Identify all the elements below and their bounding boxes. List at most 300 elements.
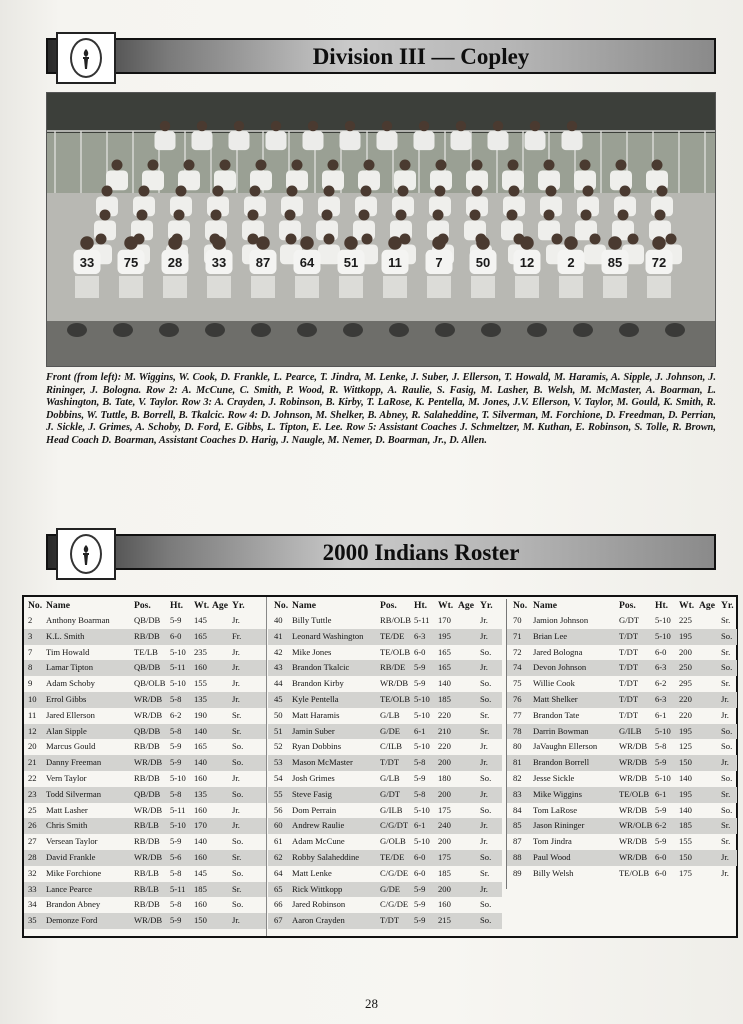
roster-cell-no: 41: [274, 630, 283, 641]
roster-row: [268, 897, 502, 913]
roster-cell-ht: 5-11: [170, 662, 186, 673]
roster-row: [268, 771, 502, 787]
roster-cell-yr: Jr.: [232, 615, 240, 625]
column-header-wt: Wt.: [679, 600, 695, 611]
roster-cell-ht: 5-10: [170, 678, 186, 689]
roster-column: [24, 599, 266, 929]
roster-cell-wt: 160: [194, 662, 207, 673]
roster-cell-wt: 185: [679, 820, 692, 831]
roster-cell-pos: RB/DB: [134, 630, 160, 641]
roster-cell-name: Vern Taylor: [46, 772, 87, 783]
roster-cell-ht: 6-3: [655, 693, 667, 704]
roster-cell-wt: 160: [194, 899, 207, 910]
roster-cell-pos: WR/DB: [619, 772, 648, 783]
helmet-icon: [297, 323, 317, 337]
roster-cell-ht: 6-2: [655, 678, 667, 689]
roster-cell-pos: T/DT: [619, 630, 639, 641]
roster-cell-yr: Sr.: [232, 851, 242, 862]
roster-cell-wt: 200: [438, 757, 451, 768]
roster-cell-yr: Jr.: [721, 867, 729, 878]
roster-cell-pos: T/DT: [619, 693, 639, 704]
roster-cell-ht: 5-9: [170, 741, 182, 752]
roster-cell-ht: 6-1: [414, 725, 426, 736]
roster-cell-wt: 200: [679, 646, 692, 657]
roster-row: [507, 771, 737, 787]
roster-cell-wt: 195: [679, 788, 692, 799]
roster-cell-no: 61: [274, 836, 283, 847]
roster-cell-name: Tom Jindra: [533, 836, 572, 847]
roster-cell-name: Brandon Borrell: [533, 757, 590, 768]
roster-cell-wt: 170: [194, 820, 207, 831]
roster-cell-name: Josh Grimes: [292, 772, 335, 783]
roster-cell-name: Errol Gibbs: [46, 693, 87, 704]
roster-cell-no: 78: [513, 725, 522, 736]
roster-cell-ht: 5-9: [170, 757, 182, 768]
roster-cell-wt: 240: [438, 820, 451, 831]
roster-row: [268, 803, 502, 819]
roster-cell-name: Mike Jones: [292, 646, 332, 657]
roster-cell-no: 84: [513, 804, 522, 815]
roster-cell-yr: So.: [232, 867, 244, 878]
roster-cell-pos: G/DE: [380, 725, 401, 736]
roster-cell-name: Rick Wittkopp: [292, 883, 343, 894]
helmet-icon: [527, 323, 547, 337]
roster-cell-name: Tim Howald: [46, 646, 90, 657]
roster-cell-ht: 5-10: [414, 741, 430, 752]
roster-cell-wt: 155: [194, 678, 207, 689]
roster-cell-wt: 155: [679, 836, 692, 847]
roster-cell-no: 77: [513, 709, 522, 720]
roster-cell-wt: 145: [194, 615, 207, 625]
column-header-pos: Pos.: [619, 600, 636, 611]
roster-cell-wt: 200: [438, 883, 451, 894]
roster-cell-no: 55: [274, 788, 283, 799]
roster-cell-pos: T/DT: [619, 646, 639, 657]
column-header-ht: Ht.: [655, 600, 669, 611]
roster-row: [268, 818, 502, 834]
roster-row: [24, 629, 266, 645]
jersey-number: 64: [299, 255, 315, 270]
jersey-number: 11: [388, 255, 402, 270]
roster-cell-no: 54: [274, 772, 283, 783]
roster-cell-wt: 140: [194, 757, 207, 768]
roster-cell-no: 40: [274, 615, 283, 625]
roster-cell-no: 2: [28, 615, 33, 625]
roster-cell-no: 52: [274, 741, 283, 752]
roster-cell-yr: Jr.: [480, 662, 488, 673]
roster-cell-ht: 5-9: [414, 899, 426, 910]
roster-cell-name: David Frankle: [46, 851, 96, 862]
jersey-number: 85: [607, 255, 623, 270]
roster-cell-name: Leonard Washington: [292, 630, 364, 641]
roster-cell-pos: WR/OLB: [619, 820, 653, 831]
roster-cell-no: 60: [274, 820, 283, 831]
roster-cell-name: Jared Ellerson: [46, 709, 95, 720]
torch-logo-icon: [56, 528, 116, 580]
roster-cell-wt: 160: [194, 851, 207, 862]
roster-cell-name: Brandon Abney: [46, 899, 101, 910]
roster-cell-wt: 250: [679, 662, 692, 673]
roster-cell-yr: Sr.: [721, 836, 731, 847]
roster-cell-no: 8: [28, 662, 33, 673]
roster-cell-yr: Sr.: [232, 709, 242, 720]
roster-cell-ht: 5-9: [170, 615, 182, 625]
roster-cell-pos: WR/DB: [619, 804, 648, 815]
roster-cell-no: 9: [28, 678, 33, 689]
roster-cell-yr: Sr.: [480, 867, 490, 878]
roster-cell-pos: G/LB: [380, 772, 400, 783]
roster-cell-ht: 6-1: [655, 788, 667, 799]
torch-logo-icon: [56, 32, 116, 84]
roster-cell-no: 82: [513, 772, 522, 783]
roster-row: [24, 724, 266, 740]
roster-cell-pos: G/DE: [380, 883, 401, 894]
roster-cell-pos: TE/OLB: [380, 646, 411, 657]
roster-cell-yr: So.: [480, 678, 492, 689]
roster-cell-name: Billy Tuttle: [292, 615, 332, 625]
roster-cell-name: Kyle Pentella: [292, 693, 339, 704]
roster-cell-name: Alan Sipple: [46, 725, 87, 736]
roster-cell-wt: 180: [438, 772, 451, 783]
roster-cell-name: Chris Smith: [46, 820, 88, 831]
roster-cell-no: 56: [274, 804, 283, 815]
roster-cell-name: Jamion Johnson: [533, 615, 589, 625]
roster-cell-pos: WR/DB: [619, 836, 648, 847]
roster-cell-yr: So.: [721, 772, 733, 783]
roster-cell-no: 64: [274, 867, 283, 878]
roster-cell-ht: 5-8: [414, 788, 426, 799]
roster-cell-yr: So.: [232, 741, 244, 752]
roster-row: [24, 613, 266, 629]
roster-cell-pos: RB/DB: [134, 741, 160, 752]
roster-cell-wt: 140: [679, 804, 692, 815]
roster-row: [268, 866, 502, 882]
roster-cell-yr: So.: [721, 662, 733, 673]
jersey-number: 12: [519, 255, 535, 270]
roster-cell-wt: 145: [194, 867, 207, 878]
roster-cell-pos: QB/DB: [134, 725, 161, 736]
roster-cell-wt: 160: [438, 899, 451, 910]
column-header-ht: Ht.: [170, 600, 184, 611]
roster-cell-name: Matt Lenke: [292, 867, 332, 878]
roster-cell-pos: TE/DE: [380, 630, 405, 641]
roster-cell-yr: So.: [721, 741, 733, 752]
roster-cell-yr: Jr.: [232, 915, 240, 926]
roster-cell-wt: 220: [438, 709, 451, 720]
roster-cell-yr: Jr.: [480, 788, 488, 799]
roster-cell-no: 53: [274, 757, 283, 768]
helmet-icon: [205, 323, 225, 337]
roster-cell-pos: WR/DB: [134, 757, 163, 768]
roster-cell-wt: 220: [679, 693, 692, 704]
roster-cell-pos: C/G/DT: [380, 820, 409, 831]
roster-cell-yr: Sr.: [721, 678, 731, 689]
jersey-number: 75: [123, 255, 139, 270]
roster-cell-name: Darrin Bowman: [533, 725, 589, 736]
roster-cell-ht: 5-10: [655, 615, 671, 625]
roster-cell-pos: T/DT: [619, 709, 639, 720]
roster-cell-no: 70: [513, 615, 522, 625]
roster-cell-wt: 185: [438, 693, 451, 704]
roster-cell-pos: G/ILB: [619, 725, 642, 736]
roster-cell-no: 85: [513, 820, 522, 831]
roster-cell-name: Jesse Sickle: [533, 772, 575, 783]
helmet-icon: [67, 323, 87, 337]
roster-cell-name: Ryan Dobbins: [292, 741, 342, 752]
roster-cell-pos: RB/LB: [134, 820, 159, 831]
roster-cell-ht: 5-10: [170, 772, 186, 783]
roster-cell-yr: So.: [721, 804, 733, 815]
column-header-name: Name: [46, 600, 70, 611]
roster-cell-no: 28: [28, 851, 37, 862]
roster-cell-yr: So.: [721, 630, 733, 641]
roster-row: [507, 834, 737, 850]
roster-cell-wt: 140: [679, 772, 692, 783]
roster-cell-yr: Sr.: [480, 725, 490, 736]
roster-cell-no: 80: [513, 741, 522, 752]
column-header-name: Name: [292, 600, 316, 611]
roster-cell-wt: 185: [194, 883, 207, 894]
roster-row: [268, 882, 502, 898]
roster-cell-pos: QB/DB: [134, 615, 161, 625]
roster-cell-wt: 190: [194, 709, 207, 720]
jersey-number: 72: [651, 255, 667, 270]
roster-cell-name: Todd Silverman: [46, 788, 102, 799]
roster-cell-name: Jared Bologna: [533, 646, 583, 657]
roster-table: [22, 595, 738, 938]
roster-cell-pos: T/DT: [619, 678, 639, 689]
roster-cell-no: 21: [28, 757, 37, 768]
division-title: Division III — Copley: [312, 44, 530, 69]
roster-cell-pos: RB/OLB: [380, 615, 412, 625]
roster-cell-no: 62: [274, 851, 283, 862]
roster-cell-wt: 165: [438, 646, 451, 657]
roster-cell-ht: 5-11: [170, 804, 186, 815]
roster-cell-ht: 5-10: [414, 693, 430, 704]
roster-cell-wt: 235: [194, 646, 207, 657]
column-header-name: Name: [533, 600, 557, 611]
roster-cell-pos: TE/OLB: [380, 693, 411, 704]
roster-cell-yr: Jr.: [232, 646, 240, 657]
roster-cell-no: 66: [274, 899, 283, 910]
roster-cell-ht: 5-9: [655, 804, 667, 815]
roster-cell-name: Demonze Ford: [46, 915, 98, 926]
roster-cell-wt: 175: [438, 851, 451, 862]
roster-cell-name: Danny Freeman: [46, 757, 102, 768]
roster-cell-no: 20: [28, 741, 37, 752]
roster-row: [24, 787, 266, 803]
roster-cell-no: 43: [274, 662, 283, 673]
roster-cell-ht: 5-9: [414, 678, 426, 689]
roster-cell-ht: 6-0: [414, 867, 426, 878]
roster-row: [507, 850, 737, 866]
roster-cell-wt: 215: [438, 915, 451, 926]
roster-row: [268, 660, 502, 676]
roster-cell-wt: 220: [438, 741, 451, 752]
roster-row: [507, 676, 737, 692]
roster-cell-no: 10: [28, 693, 37, 704]
roster-cell-yr: Jr.: [721, 709, 729, 720]
roster-row: [24, 676, 266, 692]
roster-cell-pos: WR/DB: [134, 709, 163, 720]
column-header-no: No.: [274, 600, 289, 611]
roster-cell-ht: 5-9: [414, 772, 426, 783]
helmet-icon: [619, 323, 639, 337]
roster-cell-no: 44: [274, 678, 283, 689]
roster-row: [507, 645, 737, 661]
roster-cell-pos: WR/DB: [134, 915, 163, 926]
roster-header-row: [24, 599, 266, 613]
roster-cell-name: Marcus Gould: [46, 741, 96, 752]
roster-cell-ht: 5-6: [170, 851, 182, 862]
roster-cell-wt: 210: [438, 725, 451, 736]
roster-cell-yr: Jr.: [480, 741, 488, 752]
roster-cell-no: 74: [513, 662, 522, 673]
roster-row: [507, 629, 737, 645]
roster-cell-no: 71: [513, 630, 522, 641]
roster-cell-yr: Jr.: [232, 693, 240, 704]
roster-cell-name: JaVaughn Ellerson: [533, 741, 598, 752]
roster-cell-no: 22: [28, 772, 37, 783]
roster-cell-name: Adam Schoby: [46, 678, 95, 689]
roster-cell-wt: 195: [438, 630, 451, 641]
roster-header-row: [507, 599, 737, 613]
column-header-wt: Wt.: [438, 600, 454, 611]
column-header-no: No.: [28, 600, 43, 611]
roster-cell-yr: Jr.: [480, 820, 488, 831]
roster-row: [24, 834, 266, 850]
column-header-yr: Yr.: [721, 600, 734, 611]
roster-cell-yr: So.: [721, 725, 733, 736]
roster-cell-pos: G/LB: [380, 709, 400, 720]
roster-cell-ht: 5-9: [170, 915, 182, 926]
roster-cell-yr: So.: [480, 915, 492, 926]
roster-cell-name: Brandon Tate: [533, 709, 580, 720]
roster-header: [46, 528, 716, 580]
roster-cell-wt: 170: [438, 615, 451, 625]
roster-cell-yr: Jr.: [232, 678, 240, 689]
roster-cell-ht: 6-0: [655, 646, 667, 657]
roster-cell-ht: 6-0: [414, 646, 426, 657]
roster-cell-yr: Sr.: [480, 709, 490, 720]
roster-cell-name: Anthony Boarman: [46, 615, 110, 625]
column-divider: [266, 597, 267, 936]
roster-cell-no: 12: [28, 725, 37, 736]
column-header-no: No.: [513, 600, 528, 611]
roster-cell-wt: 185: [438, 867, 451, 878]
roster-cell-pos: T/DT: [380, 757, 400, 768]
roster-cell-name: Mason McMaster: [292, 757, 353, 768]
roster-cell-pos: T/DT: [619, 662, 639, 673]
roster-row: [507, 739, 737, 755]
column-header-age: Age: [699, 600, 715, 611]
roster-row: [24, 913, 266, 929]
roster-row: [268, 850, 502, 866]
roster-cell-wt: 150: [679, 757, 692, 768]
roster-cell-name: Brandon Tkalcic: [292, 662, 350, 673]
roster-cell-name: Willie Cook: [533, 678, 575, 689]
roster-cell-no: 50: [274, 709, 283, 720]
column-header-age: Age: [458, 600, 474, 611]
roster-cell-pos: C/G/DE: [380, 899, 409, 910]
roster-row: [24, 708, 266, 724]
roster-cell-name: Aaron Crayden: [292, 915, 345, 926]
roster-cell-no: 51: [274, 725, 283, 736]
roster-cell-ht: 6-3: [655, 662, 667, 673]
roster-cell-no: 81: [513, 757, 522, 768]
roster-cell-pos: RB/DB: [134, 772, 160, 783]
roster-cell-yr: Sr.: [232, 883, 242, 894]
roster-row: [507, 755, 737, 771]
roster-cell-ht: 6-0: [655, 867, 667, 878]
roster-cell-no: 83: [513, 788, 522, 799]
roster-cell-pos: C/ILB: [380, 741, 402, 752]
roster-row: [507, 866, 737, 882]
roster-cell-yr: Sr.: [721, 615, 731, 625]
roster-cell-ht: 5-10: [414, 709, 430, 720]
roster-cell-wt: 200: [438, 788, 451, 799]
roster-cell-no: 32: [28, 867, 37, 878]
roster-row: [268, 708, 502, 724]
roster-cell-ht: 6-0: [414, 851, 426, 862]
roster-row: [24, 645, 266, 661]
team-photo: [46, 92, 716, 367]
roster-cell-yr: Sr.: [721, 820, 731, 831]
roster-cell-wt: 295: [679, 678, 692, 689]
helmet-icon: [665, 323, 685, 337]
helmet-icon: [159, 323, 179, 337]
roster-cell-yr: So.: [232, 899, 244, 910]
roster-row: [24, 803, 266, 819]
roster-cell-no: 33: [28, 883, 37, 894]
helmet-icon: [113, 323, 133, 337]
roster-cell-ht: 5-8: [170, 693, 182, 704]
roster-cell-name: Devon Johnson: [533, 662, 587, 673]
roster-cell-name: Steve Fasig: [292, 788, 332, 799]
roster-row: [24, 771, 266, 787]
roster-cell-pos: QB/OLB: [134, 678, 166, 689]
roster-cell-no: 72: [513, 646, 522, 657]
roster-cell-no: 26: [28, 820, 37, 831]
roster-row: [24, 818, 266, 834]
roster-row: [507, 692, 737, 708]
roster-cell-name: Jamin Suber: [292, 725, 335, 736]
roster-cell-pos: WR/DB: [619, 741, 648, 752]
roster-cell-pos: G/DT: [619, 615, 640, 625]
roster-row: [268, 834, 502, 850]
jersey-number: 28: [167, 255, 183, 270]
roster-cell-pos: RB/DE: [380, 662, 406, 673]
column-header-pos: Pos.: [380, 600, 397, 611]
roster-row: [24, 660, 266, 676]
roster-cell-ht: 5-10: [655, 630, 671, 641]
roster-cell-ht: 5-11: [414, 615, 430, 625]
roster-cell-ht: 6-3: [414, 630, 426, 641]
roster-cell-ht: 5-9: [414, 883, 426, 894]
roster-cell-yr: Jr.: [480, 883, 488, 894]
roster-cell-pos: WR/DB: [619, 851, 648, 862]
column-header-ht: Ht.: [414, 600, 428, 611]
roster-cell-no: 25: [28, 804, 37, 815]
roster-cell-no: 42: [274, 646, 283, 657]
jersey-number: 7: [435, 255, 443, 270]
roster-row: [507, 818, 737, 834]
column-header-age: Age: [212, 600, 228, 611]
roster-cell-yr: So.: [480, 899, 492, 910]
roster-cell-ht: 6-1: [414, 820, 426, 831]
roster-cell-ht: 5-9: [655, 757, 667, 768]
jersey-number: 2: [567, 255, 575, 270]
